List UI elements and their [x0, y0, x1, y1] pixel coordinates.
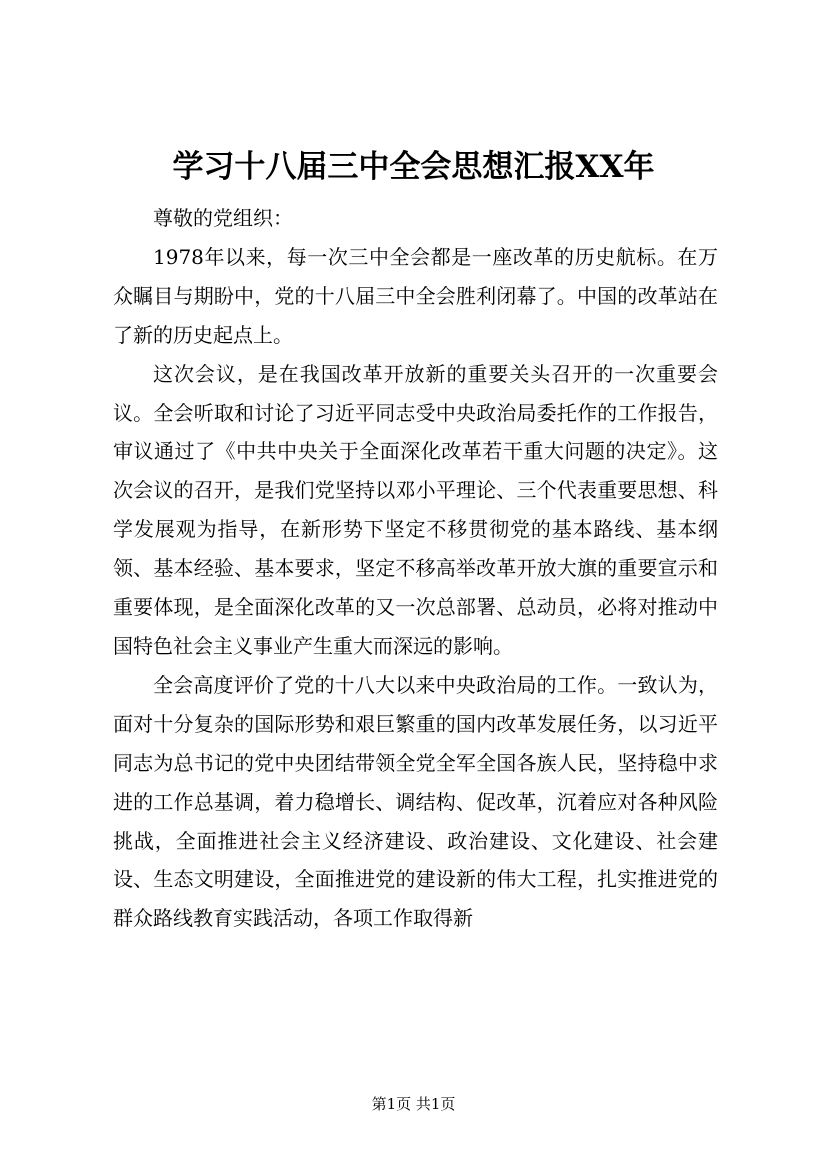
paragraph-3: 全会高度评价了党的十八大以来中央政治局的工作。一致认为，面对十分复杂的国际形势和艰巨繁重的国内改革发展任务，以习近平同志为总书记的党中央团结带领全党全军全国各族人民，坚持稳中求进的工作总基调，着力稳增长、调结构、促改革，沉着应对各种风险挑战，全面推进社会主义经济建设、政治建设、文化建设、社会建设、生态文明建设，全面推进党的建设新的伟大工程，扎实推进党的群众路线教育实践活动，各项工作取得新: [113, 672, 718, 931]
paragraph-2: 这次会议，是在我国改革开放新的重要关头召开的一次重要会议。全会听取和讨论了习近平同志受中央政治局委托作的工作报告，审议通过了《中共中央关于全面深化改革若干重大问题的决定》。这次会议的召开，是我们党坚持以邓小平理论、三个代表重要思想、科学发展观为指导，在新形势下坚定不移贯彻党的基本路线、基本纲领、基本经验、基本要求，坚定不移高举改革开放大旗的重要宣示和重要体现，是全面深化改革的又一次总部署、总动员，必将对推动中国特色社会主义事业产生重大而深远的影响。: [113, 361, 718, 658]
document-body: [113, 199, 718, 938]
salutation: 尊敬的党组织：: [153, 206, 293, 230]
document-title: 学习十八届三中全会思想汇报XX年: [172, 149, 655, 185]
paragraph-1: 1978年以来，每一次三中全会都是一座改革的历史航标。在万众瞩目与期盼中，党的十八届三中全会胜利闭幕了。中国的改革站在了新的历史起点上。: [113, 244, 718, 347]
page-footer: 第1页 共1页: [371, 1095, 456, 1113]
